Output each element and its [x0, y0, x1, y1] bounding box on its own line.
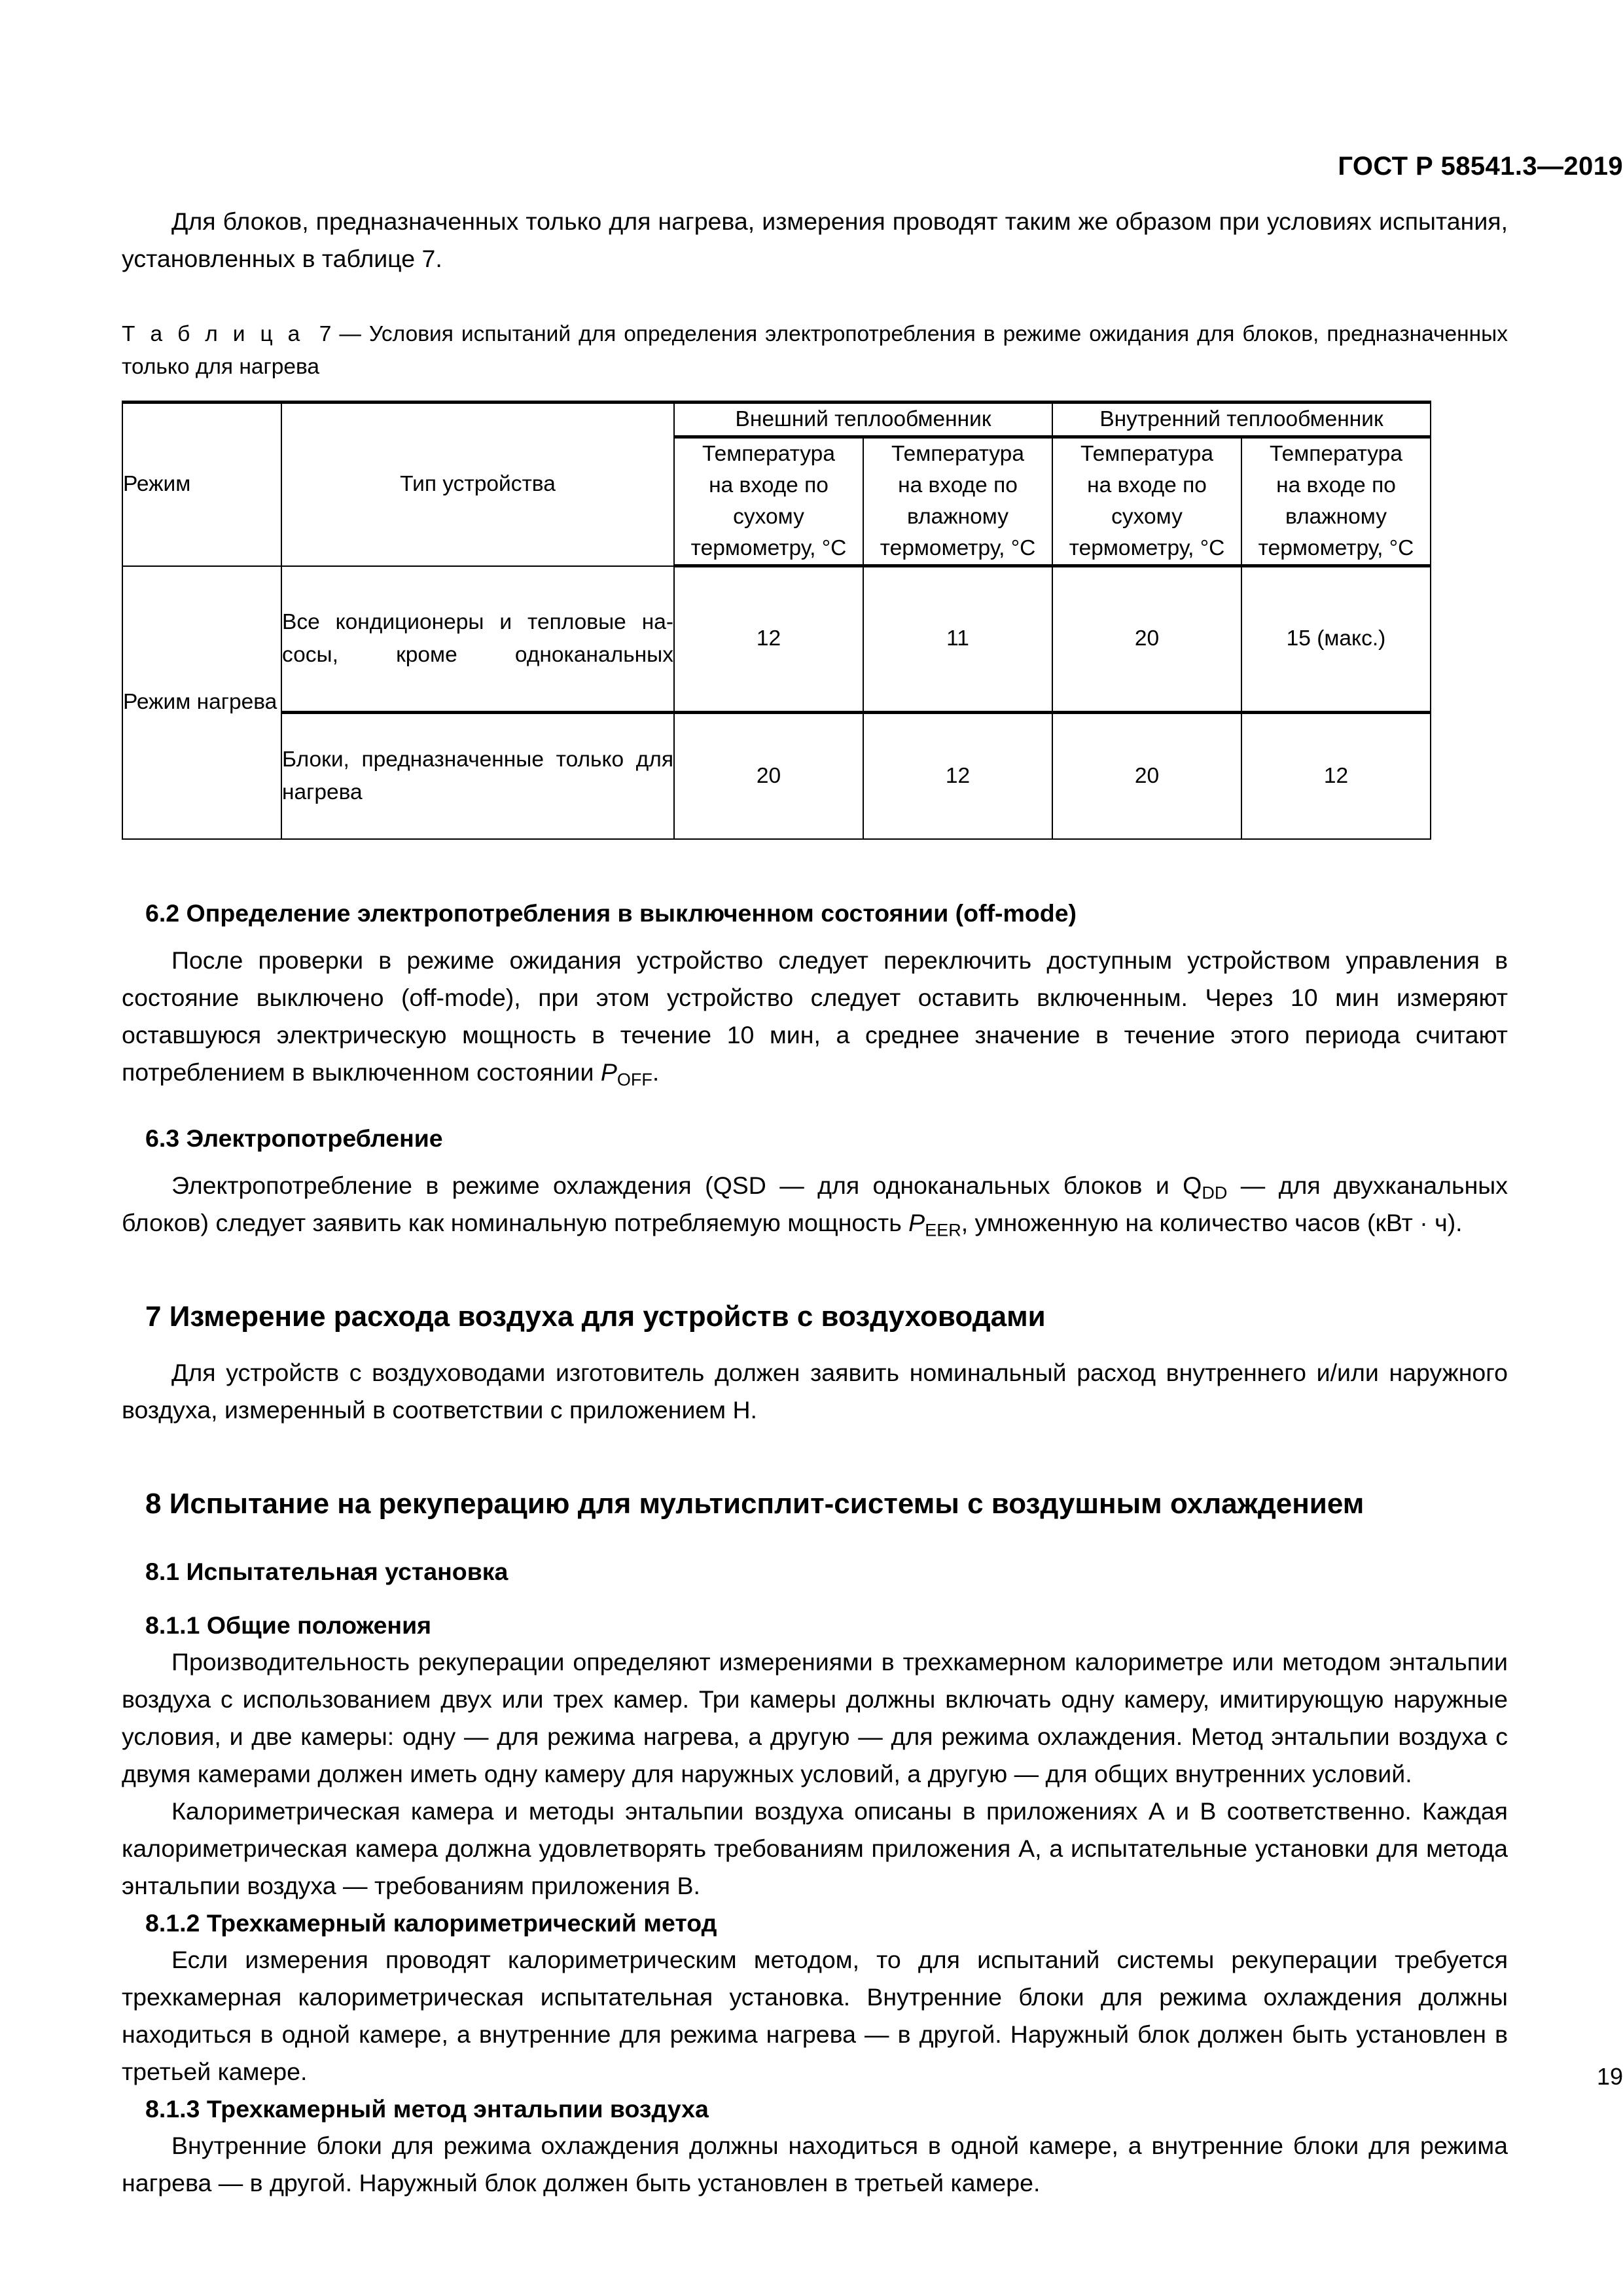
hdr-line: термометру, °C [1069, 536, 1225, 560]
paragraph-8-1-1-a: Производительность рекуперации определяют измерениями в трехкамерном калориметре или методом энтальпии воздуха с использованием двух или трех камер. Три камеры должны включать одну камеру, имитирующую наружные условия, и две камеры: одну — для режима нагрева, а другую — для режима охлаждения. Метод энтальпии воздуха с двумя камерами должен иметь одну камеру для наружных условий, а другую — для общих внутренних условий. [122, 1647, 1508, 1787]
symbol-p-eer: P [908, 1208, 925, 1236]
paragraph-8-1-2: Если измерения проводят калориметрическим методом, то для испытаний системы рекуперации требуется трехкамерная калориметрическая испытательная установка. Внутренние блоки для режима охлаждения должны находиться в одной камере, а внутренние для режима нагрева — в другой. Наружный блок должен быть установлен в третьей камере. [122, 1945, 1508, 2085]
hdr-line: термометру, °C [690, 536, 847, 560]
paragraph-6-2 [122, 942, 1508, 1091]
header-cell-outdoor-dry [674, 437, 863, 566]
hdr-line: влажному [907, 505, 1008, 529]
body-cell-value: 12 [1241, 712, 1431, 839]
paragraph-section-7: Для устройств с воздуховодами изготовитель должен заявить номинальный расход внутреннего и/или наружного воздуха, измеренный в соответствии с приложением H. [122, 1358, 1508, 1424]
body-cell-value: 11 [863, 566, 1052, 713]
heading-8-1-3: 8.1.3 Трехкамерный метод энтальпии воздуха [145, 2094, 709, 2123]
intro-paragraph: Для блоков, предназначенных только для нагрева, измерения проводят таким же образом при условиях испытания, установленных в таблице 7. [122, 207, 1508, 272]
running-header-standard-id: ГОСТ Р 58541.3—2019 [1338, 152, 1623, 181]
hdr-line: сухому [733, 505, 804, 529]
table-header [122, 403, 1431, 566]
symbol-q-dd: Q [1183, 1171, 1202, 1199]
paragraph-6-3-text-b: — для двухканальных блоков) следует заявить как номинальную потребляемую мощность [122, 1171, 1508, 1236]
body-cell-value: 20 [1052, 712, 1241, 839]
body-cell-device-type: Все кондиционеры и тепловые на-сосы, кроме одноканальных [281, 566, 674, 713]
hdr-line: Температура [1270, 442, 1402, 466]
body-cell-value: 20 [1052, 566, 1241, 713]
heading-section-8: 8 Испытание на рекуперацию для мультисплит-системы с воздушным охлаждением [145, 1487, 1364, 1520]
hdr-line: на входе по [709, 473, 829, 497]
body-cell-value: 15 (макс.) [1241, 566, 1431, 713]
header-cell-indoor-wet [1241, 437, 1431, 566]
hdr-line: Температура [702, 442, 835, 466]
paragraph-8-1-1-b: Калориметрическая камера и методы энтальпии воздуха описаны в приложениях А и В соответственно. Каждая калориметрическая камера должна удовлетворять требованиям приложения А, а испытательные установки для метода энтальпии воздуха — требованиям приложения В. [122, 1797, 1508, 1899]
heading-8-1: 8.1 Испытательная установка [145, 1557, 508, 1585]
symbol-p-eer-subscript: EER [925, 1220, 961, 1240]
page-number: 19 [1596, 2063, 1623, 2090]
paragraph-6-3-text-c: , умноженную на количество часов (кВт · ч). [961, 1208, 1463, 1236]
hdr-line: термометру, °C [880, 536, 1036, 560]
header-group-indoor: Внутренний теплообменник [1052, 403, 1431, 437]
hdr-line: на входе по [898, 473, 1018, 497]
page-content [122, 0, 1508, 2202]
table-7 [122, 401, 1431, 840]
header-cell-device-type: Тип устройства [281, 403, 674, 566]
symbol-q-dd-subscript: DD [1202, 1183, 1228, 1203]
hdr-line: влажному [1285, 505, 1387, 529]
symbol-p-off: P [600, 1058, 617, 1086]
hdr-line: термометру, °C [1258, 536, 1414, 560]
table-row [122, 566, 1431, 713]
heading-section-7: 7 Измерение расхода воздуха для устройств с воздуховодами [145, 1300, 1046, 1333]
table-caption [122, 318, 1508, 384]
heading-6-2: 6.2 Определение электропотребления в выключенном состоянии (off-mode) [145, 899, 1077, 927]
paragraph-6-2-text-a: После проверки в режиме ожидания устройство следует переключить доступным устройством управления в состояние выключено (off-mode), при этом устройство следует оставить включенным. Через 10 мин измеряют оставшуюся электрическую мощность в течение 10 мин, а среднее значение в течение этого периода считают потреблением в выключенном состоянии [122, 946, 1508, 1086]
table-caption-number: 7 [319, 322, 332, 346]
paragraph-6-3 [122, 1167, 1508, 1242]
heading-8-1-2: 8.1.2 Трехкамерный калориметрический метод [145, 1909, 717, 1937]
header-cell-indoor-dry [1052, 437, 1241, 566]
heading-6-3: 6.3 Электропотребление [145, 1124, 443, 1152]
table-row [122, 712, 1431, 839]
header-cell-outdoor-wet [863, 437, 1052, 566]
paragraph-6-2-text-b: . [652, 1058, 660, 1086]
header-cell-mode: Режим [122, 403, 281, 566]
paragraph-6-3-text-a: Электропотребление в режиме охлаждения (QSD — для одноканальных блоков и [171, 1171, 1183, 1199]
hdr-line: на входе по [1276, 473, 1396, 497]
body-cell-mode: Режим нагрева [122, 566, 281, 839]
body-cell-value: 12 [674, 566, 863, 713]
symbol-p-off-subscript: OFF [616, 1069, 652, 1090]
table-caption-text: — Условия испытаний для определения электропотребления в режиме ожидания для блоков, предназначенных только для нагрева [122, 322, 1508, 379]
body-cell-value: 20 [674, 712, 863, 839]
hdr-line: сухому [1111, 505, 1183, 529]
table-caption-label: Т а б л и ц а [122, 322, 304, 346]
hdr-line: Температура [891, 442, 1024, 466]
paragraph-8-1-3: Внутренние блоки для режима охлаждения должны находиться в одной камере, а внутренние блоки для режима нагрева — в другой. Наружный блок должен быть установлен в третьей камере. [122, 2131, 1508, 2197]
hdr-line: Температура [1080, 442, 1213, 466]
body-cell-value: 12 [863, 712, 1052, 839]
header-group-outdoor: Внешний теплообменник [674, 403, 1052, 437]
table-header-group-row [122, 403, 1431, 437]
hdr-line: на входе по [1087, 473, 1207, 497]
body-cell-device-type: Блоки, предназначенные только для нагрева [281, 712, 674, 839]
heading-8-1-1: 8.1.1 Общие положения [145, 1611, 432, 1639]
table-body [122, 566, 1431, 839]
